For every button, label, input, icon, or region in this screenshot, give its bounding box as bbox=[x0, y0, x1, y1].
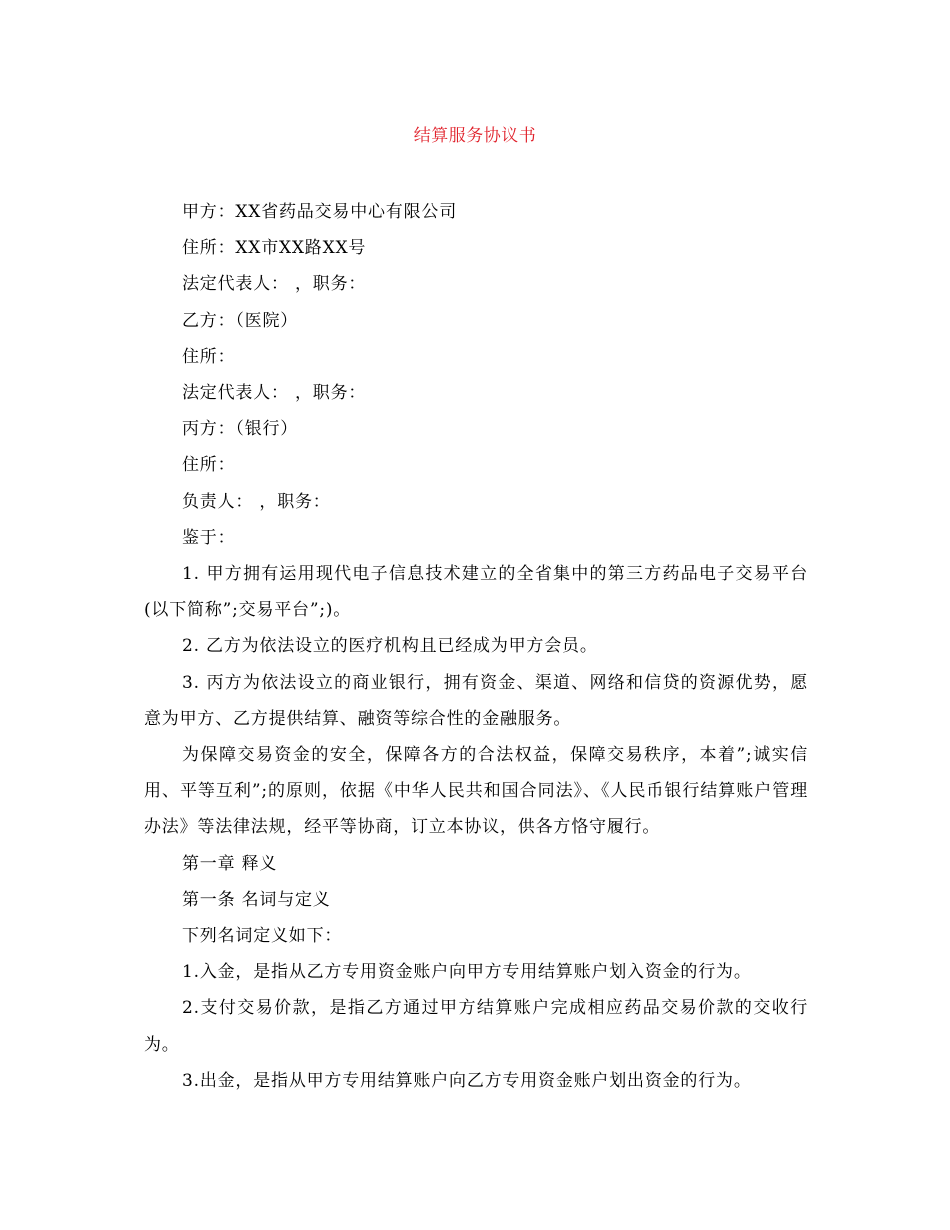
document-body bbox=[144, 194, 808, 1099]
party-a-representative: 法定代表人： ，职务： bbox=[182, 274, 367, 295]
whereas-item-1: 1. 甲方拥有运用现代电子信息技术建立的全省集中的第三方药品电子交易平台(以下简称”;交易平台”;)。 bbox=[144, 564, 808, 621]
document-title: 结算服务协议书 bbox=[413, 126, 537, 146]
preamble-paragraph: 为保障交易资金的安全，保障各方的合法权益，保障交易秩序，本着”;诚实信用、平等互利”;的原则，依据《中华人民共和国合同法》、《人民币银行结算账户管理办法》等法律法规，经平等协商，订立本协议，供各方恪守履行。 bbox=[144, 745, 808, 838]
definition-item-3: 3.出金，是指从甲方专用结算账户向乙方专用资金账户划出资金的行为。 bbox=[182, 1070, 752, 1091]
whereas-heading: 鉴于： bbox=[182, 527, 236, 548]
article-heading: 第一条 名词与定义 bbox=[182, 889, 331, 910]
party-b-representative: 法定代表人： ，职务： bbox=[182, 383, 367, 404]
whereas-item-3: 3. 丙方为依法设立的商业银行，拥有资金、渠道、网络和信贷的资源优势，愿意为甲方、乙方提供结算、融资等综合性的金融服务。 bbox=[144, 672, 808, 729]
party-b-name: 乙方：（医院） bbox=[182, 310, 299, 331]
definition-item-1: 1.入金，是指从乙方专用资金账户向甲方专用结算账户划入资金的行为。 bbox=[182, 962, 752, 983]
chapter-heading: 第一章 释义 bbox=[182, 853, 278, 874]
party-a-address: 住所：XX市XX路XX号 bbox=[182, 238, 367, 259]
definition-item-2: 2.支付交易价款，是指乙方通过甲方结算账户完成相应药品交易价款的交收行为。 bbox=[144, 998, 808, 1055]
whereas-item-2: 2. 乙方为依法设立的医疗机构且已经成为甲方会员。 bbox=[182, 636, 598, 657]
party-c-responsible: 负责人： ，职务： bbox=[182, 491, 331, 512]
party-a-name: 甲方：XX省药品交易中心有限公司 bbox=[182, 202, 458, 222]
party-b-address: 住所： bbox=[182, 346, 236, 367]
definitions-intro: 下列名词定义如下： bbox=[182, 926, 343, 947]
party-c-name: 丙方：（银行） bbox=[182, 419, 299, 440]
party-c-address: 住所： bbox=[182, 455, 236, 476]
